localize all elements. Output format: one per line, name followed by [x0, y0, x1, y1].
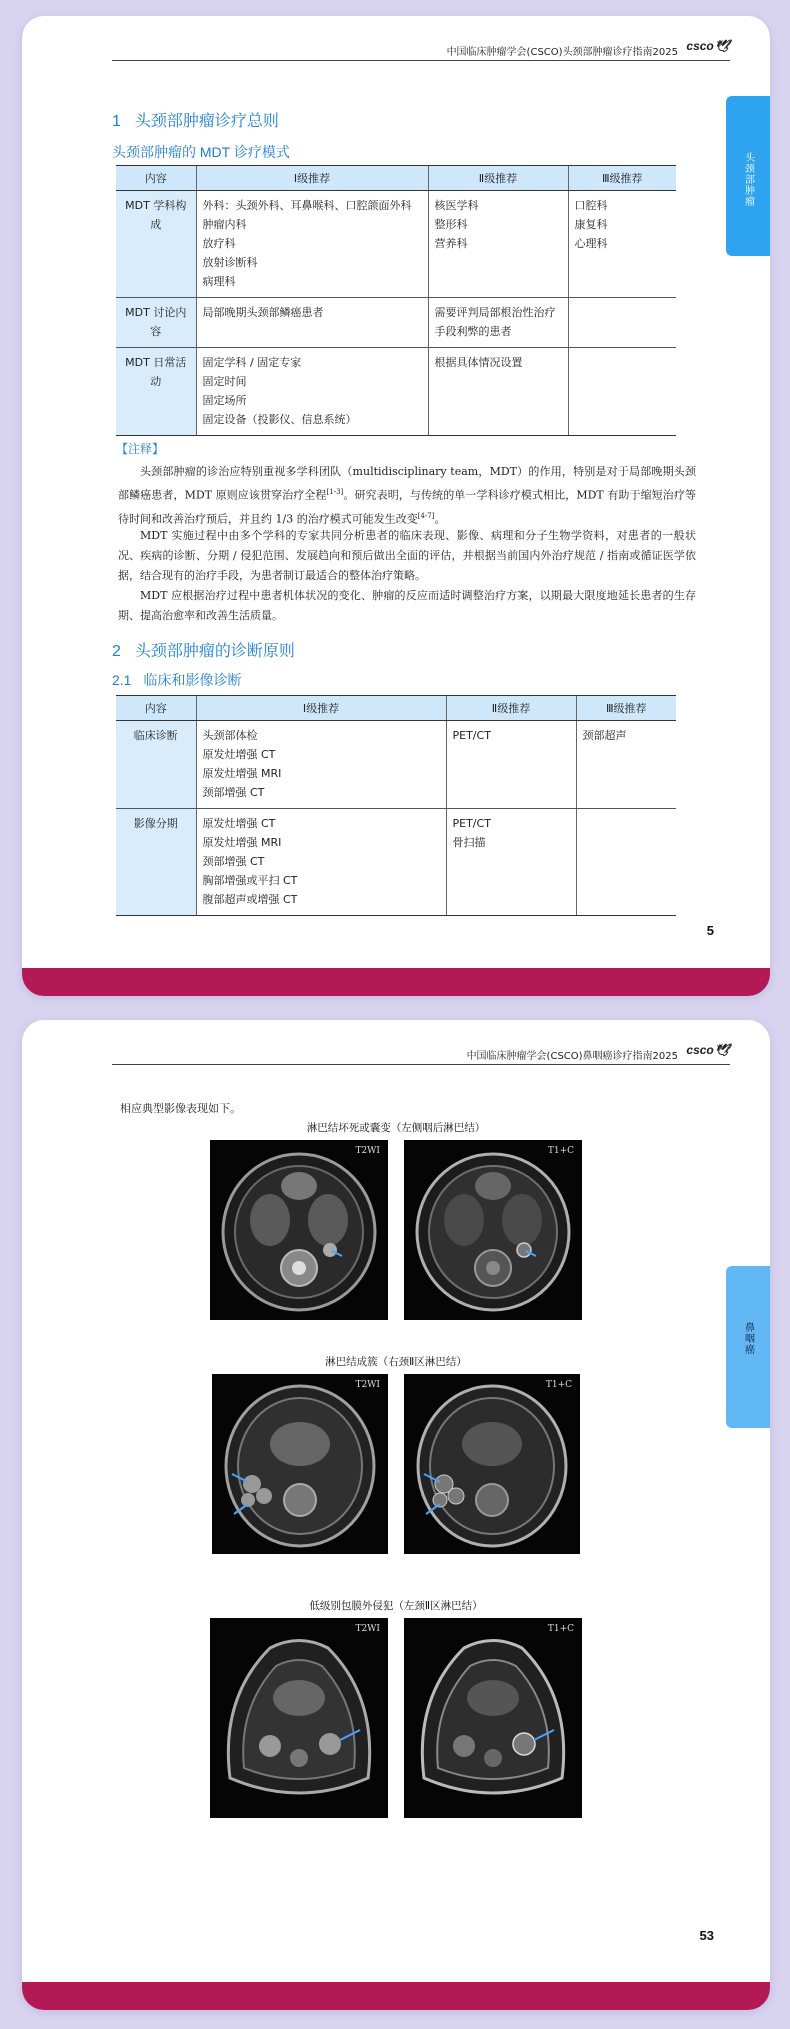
cell-line: 外科：头颈外科、耳鼻喉科、口腔颌面外科: [202, 199, 412, 212]
level2-cell: [428, 348, 568, 436]
mdt-heading: 头颈部肿瘤的 MDT 诊疗模式: [112, 144, 290, 160]
level2-cell: [428, 298, 568, 348]
subsection-title: 临床和影像诊断: [143, 672, 242, 688]
row-category: 影像分期: [116, 809, 196, 916]
mri-image: [404, 1374, 580, 1554]
mri-scan-graphic: [404, 1618, 582, 1818]
guideline-page-53: [22, 1020, 770, 2010]
cell-line: PET/CT: [452, 729, 491, 742]
sequence-label: T2WI: [355, 1624, 380, 1634]
level1-cell: [196, 721, 446, 809]
figure-intro: 相应典型影像表现如下。: [120, 1102, 241, 1115]
cell-line: 固定时间: [202, 375, 247, 388]
cell-line: 核医学科: [434, 199, 479, 212]
header-level1: Ⅰ级推荐: [196, 166, 428, 191]
sequence-label: T1+C: [545, 1380, 572, 1390]
running-header-title: 中国临床肿瘤学会(CSCO)鼻咽癌诊疗指南2025: [466, 1051, 678, 1062]
table-row: [116, 348, 676, 436]
table-row: [116, 809, 676, 916]
section-number: 1: [112, 113, 121, 130]
section-title: 头颈部肿瘤的诊断原则: [134, 643, 295, 660]
figure-caption: 淋巴结坏死或囊变（左侧咽后淋巴结）: [306, 1122, 486, 1134]
table-row: [116, 191, 676, 298]
citation-ref[interactable]: [4-7]: [417, 511, 435, 520]
mri-image: [210, 1140, 388, 1320]
cell-line: 原发灶增强 MRI: [202, 836, 282, 849]
row-category: MDT 日常活动: [116, 348, 196, 436]
cell-line: 颈部增强 CT: [202, 786, 265, 799]
mri-scan-graphic: [404, 1140, 582, 1320]
header-level2: Ⅱ级推荐: [446, 696, 576, 721]
side-tab-head-neck[interactable]: [726, 96, 770, 256]
subsection-2-1-heading: [112, 670, 241, 690]
cell-line: 整形科: [434, 218, 468, 231]
cell-line: 固定场所: [202, 394, 247, 407]
cell-line: 放疗科: [202, 237, 236, 250]
running-header: [112, 1042, 730, 1065]
cell-line: 病理科: [202, 275, 236, 288]
cell-line: 颈部增强 CT: [202, 855, 265, 868]
footer-band: [22, 968, 770, 996]
sequence-label: T2WI: [355, 1380, 380, 1390]
cell-line: 肿瘤内科: [202, 218, 247, 231]
cell-line: 原发灶增强 CT: [202, 817, 276, 830]
cell-line: 头颈部体检: [202, 729, 258, 742]
cell-line: 胸部增强或平扫 CT: [202, 874, 298, 887]
level3-cell: [576, 809, 676, 916]
cell-line: 需要评判局部根治性治疗: [434, 306, 556, 319]
cell-line: 颈部超声: [582, 729, 627, 742]
header-level3: Ⅲ级推荐: [576, 696, 676, 721]
table-header-row: [116, 696, 676, 721]
notes-paragraph-3: MDT 应根据治疗过程中患者机体状况的变化、肿瘤的反应而适时调整治疗方案，以期最大限度地延长患者的生存期、提高治愈率和改善生活质量。: [118, 589, 696, 622]
mri-image: [212, 1374, 388, 1554]
table-row: [116, 721, 676, 809]
bird-icon: 🕊: [714, 39, 730, 53]
diagnosis-table: [116, 695, 676, 916]
level1-cell: [196, 809, 446, 916]
mri-scan-graphic: [210, 1140, 388, 1320]
cell-line: 固定设备（投影仪、信息系统）: [202, 413, 357, 426]
header-content: 内容: [116, 166, 196, 191]
csco-logo: csco🕊: [686, 1043, 730, 1057]
mri-image: [210, 1618, 388, 1818]
sequence-label: T2WI: [355, 1146, 380, 1156]
cell-line: 手段利弊的患者: [434, 325, 512, 338]
section-title: 头颈部肿瘤诊疗总则: [134, 113, 279, 130]
level2-cell: [446, 809, 576, 916]
notes-paragraph-1: 头颈部肿瘤的诊治应特别重视多学科团队（multidisciplinary team，MDT）的作用，特别是对于局部晚期头颈部鳞癌患者，MDT 原则应该贯穿治疗全程[1-3]。研究表明，与传统的单一学科诊疗模式相比，MDT 有助于缩短治疗等待时间和改善治疗预后，并且约 1/3 的治疗模式可能发生改变[4-7]。: [118, 465, 696, 526]
notes-label: 【注释】: [116, 442, 165, 456]
cell-line: 固定学科 / 固定专家: [202, 356, 302, 369]
row-category: MDT 学科构成: [116, 191, 196, 298]
level3-cell: [568, 191, 676, 298]
level1-cell: [196, 348, 428, 436]
bird-icon: 🕊: [714, 1043, 730, 1057]
running-header: [112, 38, 730, 61]
cell-line: 康复科: [574, 218, 608, 231]
header-level3: Ⅲ级推荐: [568, 166, 676, 191]
csco-logo: csco🕊: [686, 39, 730, 53]
header-content: 内容: [116, 696, 196, 721]
table-header-row: [116, 166, 676, 191]
header-level1: Ⅰ级推荐: [196, 696, 446, 721]
row-category: MDT 讨论内容: [116, 298, 196, 348]
side-tab-label: 鼻咽癌: [742, 1322, 754, 1355]
citation-ref[interactable]: [1-3]: [326, 488, 344, 496]
level3-cell: [568, 348, 676, 436]
section-1-heading: [112, 108, 279, 131]
figure-caption: 低级别包膜外侵犯（左颈Ⅱ区淋巴结）: [309, 1600, 483, 1612]
footer-band: [22, 1982, 770, 2010]
cell-line: 骨扫描: [452, 836, 486, 849]
mri-image: [404, 1140, 582, 1320]
level2-cell: [446, 721, 576, 809]
level3-cell: [568, 298, 676, 348]
level2-cell: [428, 191, 568, 298]
mri-scan-graphic: [212, 1374, 388, 1554]
level1-cell: [196, 191, 428, 298]
side-tab-nasopharyngeal[interactable]: [726, 1266, 770, 1428]
level3-cell: [576, 721, 676, 809]
row-category: 临床诊断: [116, 721, 196, 809]
page-number: 5: [706, 923, 714, 938]
guideline-page-5: [22, 16, 770, 996]
level1-cell: [196, 298, 428, 348]
cell-line: 口腔科: [574, 199, 608, 212]
subsection-number: 2.1: [112, 672, 132, 688]
notes-paragraph-2: MDT 实施过程中由多个学科的专家共同分析患者的临床表现、影像、病理和分子生物学资料，对患者的一般状况、疾病的诊断、分期 / 侵犯范围、发展趋向和预后做出全面的评估，并根据当前国内外治疗规范 / 指南或循证医学依据，结合现有的治疗手段，为患者制订最适合的整体治疗策略。: [118, 529, 696, 582]
cell-line: PET/CT: [452, 817, 491, 830]
side-tab-label: 头颈部肿瘤: [742, 152, 754, 207]
mdt-table: [116, 165, 676, 436]
figure-caption: 淋巴结成簇（右颈Ⅱ区淋巴结）: [325, 1356, 467, 1368]
cell-line: 根据具体情况设置: [434, 356, 523, 369]
sequence-label: T1+C: [547, 1146, 574, 1156]
cell-line: 原发灶增强 CT: [202, 748, 276, 761]
cell-line: 腹部超声或增强 CT: [202, 893, 298, 906]
cell-line: 放射诊断科: [202, 256, 258, 269]
cell-line: 局部晚期头颈部鳞癌患者: [202, 306, 324, 319]
section-number: 2: [112, 643, 121, 660]
cell-line: 心理科: [574, 237, 608, 250]
mri-scan-graphic: [210, 1618, 388, 1818]
mri-image: [404, 1618, 582, 1818]
cell-line: 营养科: [434, 237, 468, 250]
running-header-title: 中国临床肿瘤学会(CSCO)头颈部肿瘤诊疗指南2025: [446, 47, 678, 58]
page-number: 53: [699, 1928, 714, 1943]
header-level2: Ⅱ级推荐: [428, 166, 568, 191]
mri-scan-graphic: [404, 1374, 580, 1554]
section-2-heading: [112, 638, 295, 661]
table-row: [116, 298, 676, 348]
sequence-label: T1+C: [547, 1624, 574, 1634]
cell-line: 原发灶增强 MRI: [202, 767, 282, 780]
